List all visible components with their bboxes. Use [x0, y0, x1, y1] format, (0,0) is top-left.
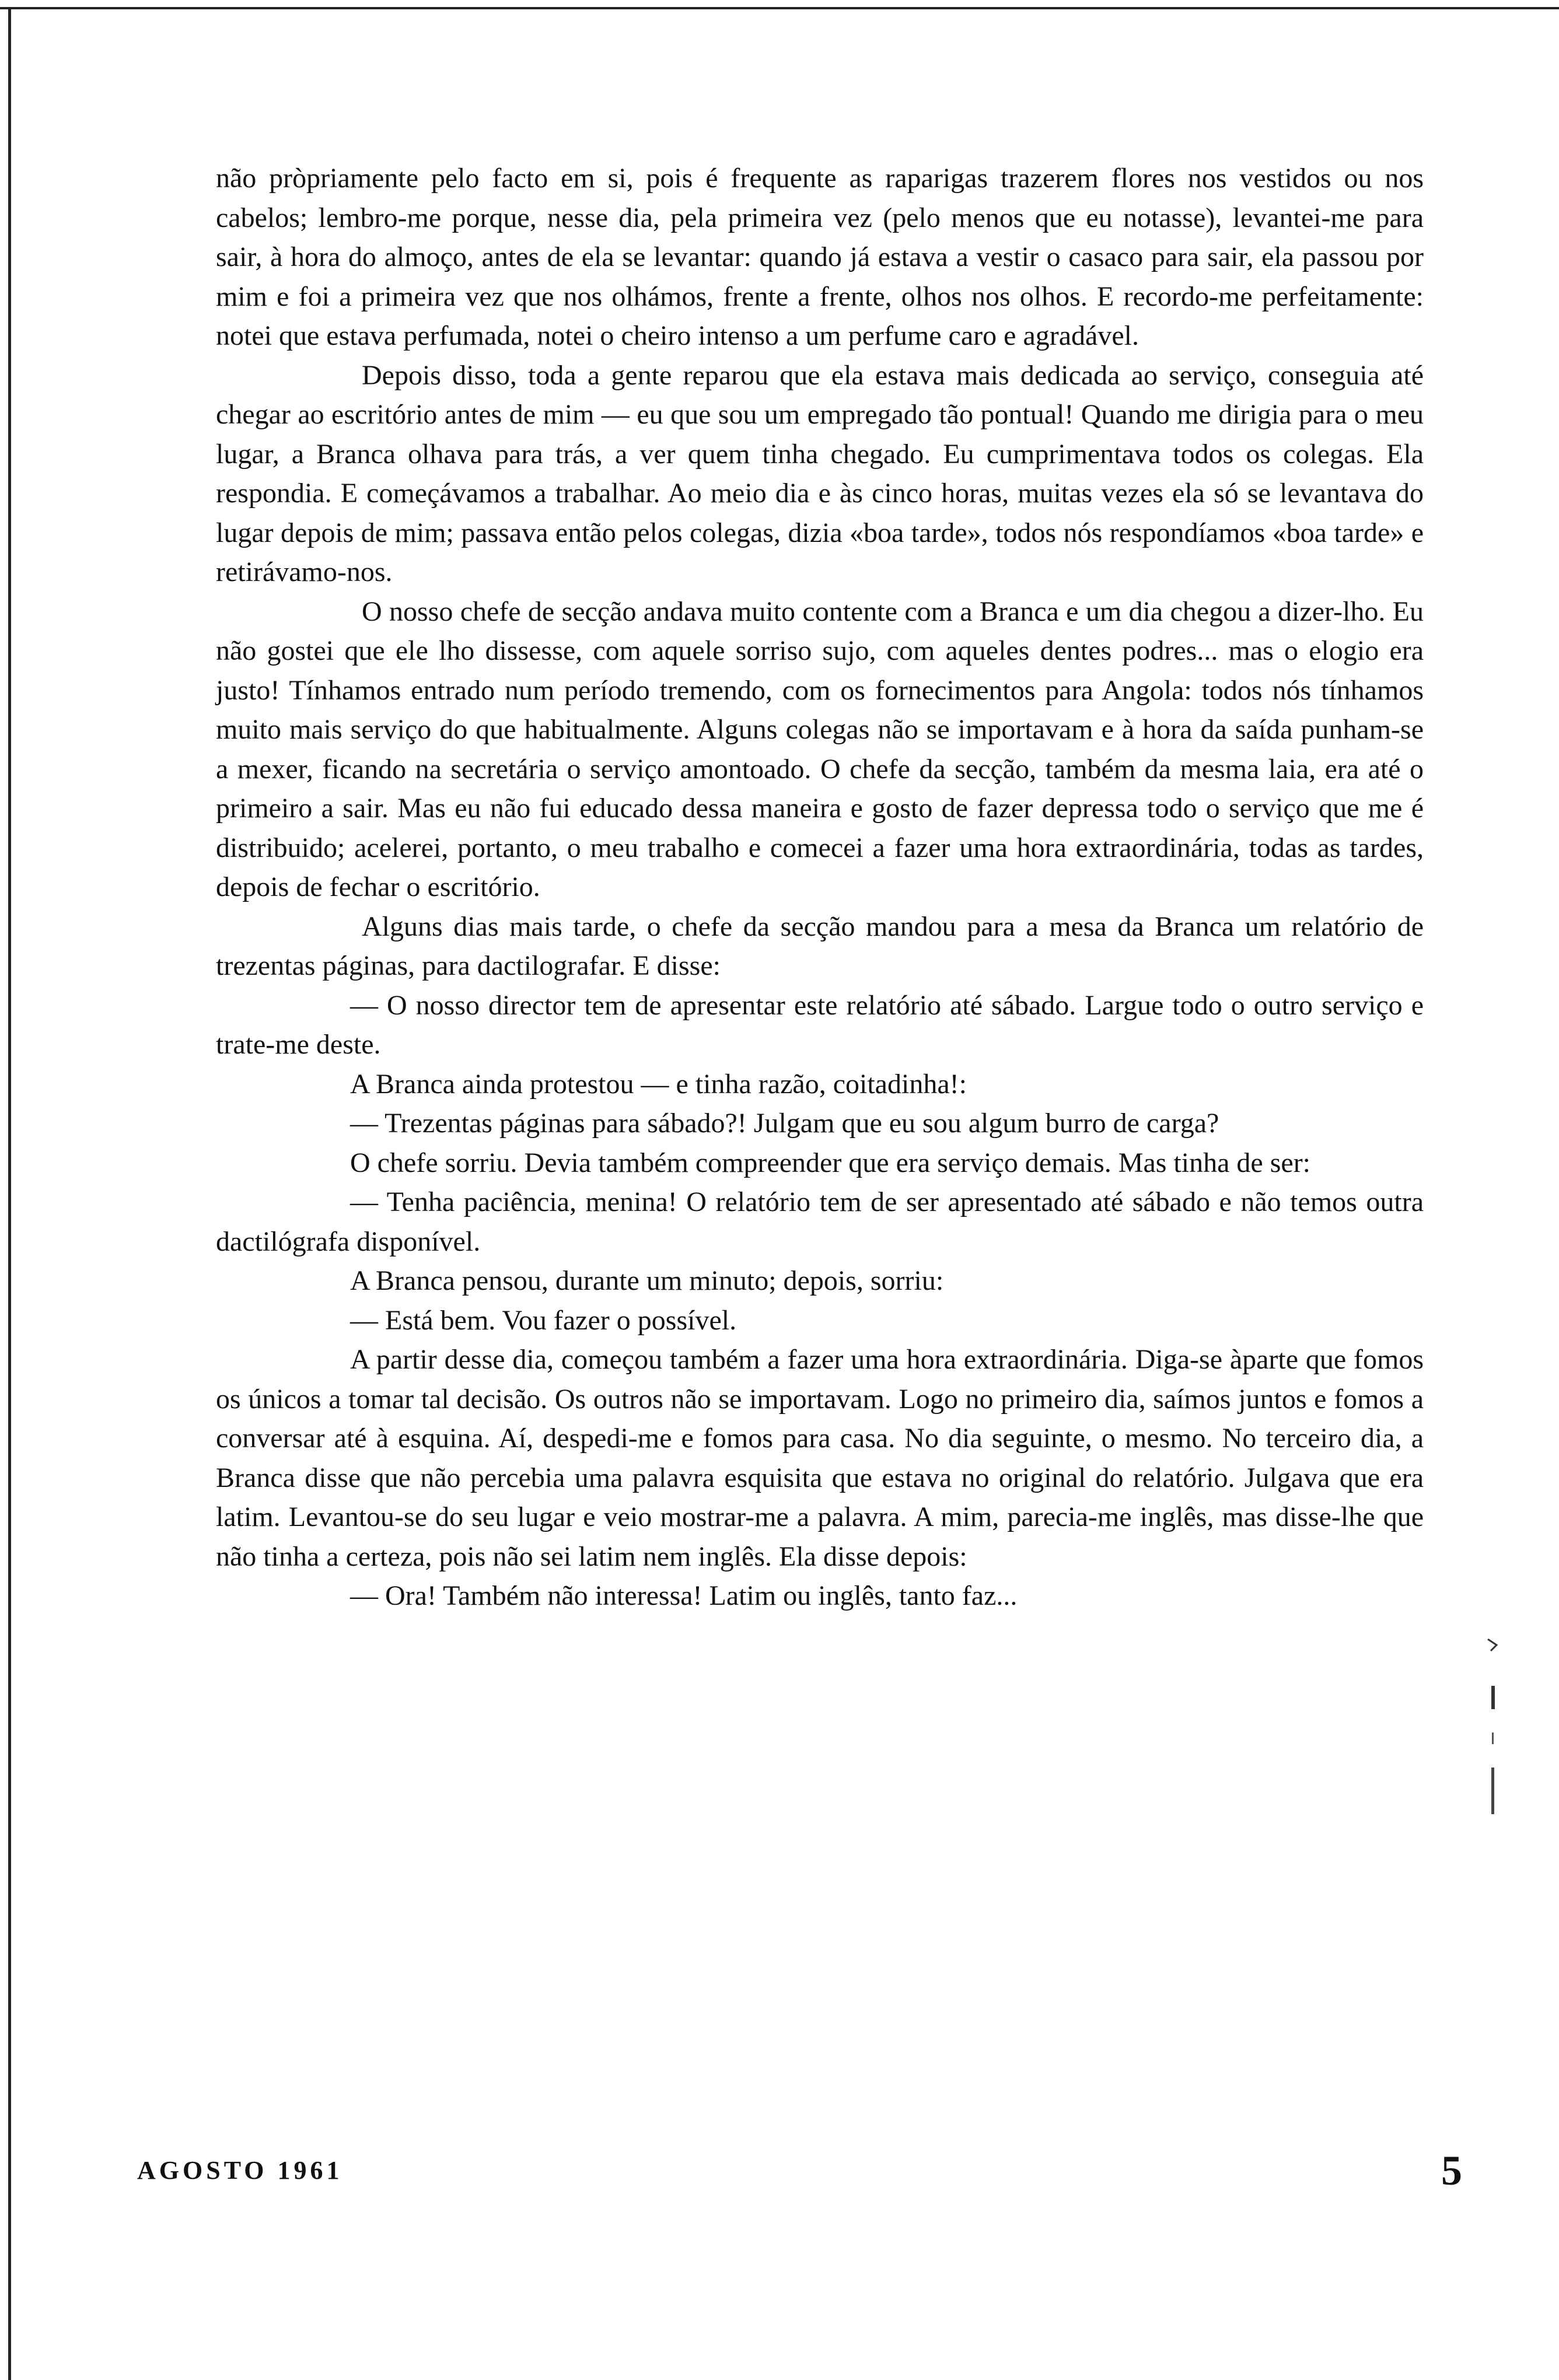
dialogue-line: — O nosso director tem de apresentar este relatório até sábado. Largue todo o outro serviço e trate-me deste. — [216, 989, 1424, 1060]
paragraph: Depois disso, toda a gente reparou que ela estava mais dedicada ao serviço, conseguia até chegar ao escritório antes de mim — eu que sou um empregado tão pontual! Quando me dirigia para o meu lugar, a Branca olhava para trás, a ver quem tinha chegado. Eu cumprimentava todos os colegas. Ela respondia. E começávamos a trabalhar. Ao meio dia e às cinco horas, muitas vezes ela só se levantava do lugar depois de mim; passava então pelos colegas, dizia «boa tarde», todos nós respondíamos «boa tarde» e retirávamo-nos. — [216, 359, 1424, 587]
paragraph: Alguns dias mais tarde, o chefe da secção mandou para a mesa da Branca um relatório de trezentas páginas, para dactilografar. E disse: — [216, 911, 1424, 981]
paragraph: O nosso chefe de secção andava muito contente com a Branca e um dia chegou a dizer-lho. Eu não gostei que ele lho dissesse, com aquele sorriso sujo, com aqueles dentes podres... mas o elogio era justo! Tínhamos entrado num período tremendo, com os fornecimentos para Angola: todos nós tínhamos muito mais serviço do que habitualmente. Alguns colegas não se importavam e à hora da saída punham-se a mexer, ficando na secretária o serviço amontoado. O chefe da secção, também da mesma laia, era até o primeiro a sair. Mas eu não fui educado dessa maneira e gosto de fazer depressa todo o serviço que me é distribuido; acelerei, portanto, o meu trabalho e comecei a fazer uma hora extraordinária, todas as tardes, depois de fechar o escritório. — [216, 596, 1424, 902]
issue-date: AGOSTO 1961 — [137, 2156, 343, 2185]
page-edge-left — [8, 7, 11, 2380]
dialogue-line: — Tenha paciência, menina! O relatório tem de ser apresentado até sábado e não temos outra dactilógrafa disponível. — [216, 1186, 1424, 1257]
paragraph: A Branca ainda protestou — e tinha razão, coitadinha!: — [350, 1068, 967, 1100]
margin-scan-marks — [1476, 1633, 1511, 1867]
page-number: 5 — [1441, 2147, 1462, 2194]
paragraph: A partir desse dia, começou também a fazer uma hora extraordinária. Diga-se àparte que fomos os únicos a tomar tal decisão. Os outros não se importavam. Logo no primeiro dia, saímos juntos e fomos a conversar até à esquina. Aí, despedi-me e fomos para casa. No dia seguinte, o mesmo. No terceiro dia, a Branca disse que não percebia uma palavra esquisita que estava no original do relatório. Julgava que era latim. Levantou-se do seu lugar e veio mostrar-me a palavra. A mim, parecia-me inglês, mas disse-lhe que não tinha a certeza, pois não sei latim nem inglês. Ela disse depois: — [216, 1344, 1424, 1572]
article-body — [216, 159, 1424, 1616]
paragraph: não pròpriamente pelo facto em si, pois é frequente as raparigas trazerem flores nos vestidos ou nos cabelos; lembro-me porque, nesse dia, pela primeira vez (pelo menos que eu notasse), levantei-me para sair, à hora do almoço, antes de ela se levantar: quando já estava a vestir o casaco para sair, ela passou por mim e foi a primeira vez que nos olhámos, frente a frente, olhos nos olhos. E recordo-me perfeitamente: notei que estava perfumada, notei o cheiro intenso a um perfume caro e agradável. — [216, 163, 1424, 351]
paragraph: A Branca pensou, durante um minuto; depois, sorriu: — [350, 1265, 944, 1296]
dialogue-line: — Ora! Também não interessa! Latim ou inglês, tanto faz... — [350, 1580, 1018, 1611]
page-edge-top — [0, 7, 1559, 9]
paragraph: O chefe sorriu. Devia também compreender que era serviço demais. Mas tinha de ser: — [350, 1147, 1311, 1178]
dialogue-line: — Trezentas páginas para sábado?! Julgam que eu sou algum burro de carga? — [350, 1108, 1219, 1139]
dialogue-line: — Está bem. Vou fazer o possível. — [350, 1304, 737, 1336]
